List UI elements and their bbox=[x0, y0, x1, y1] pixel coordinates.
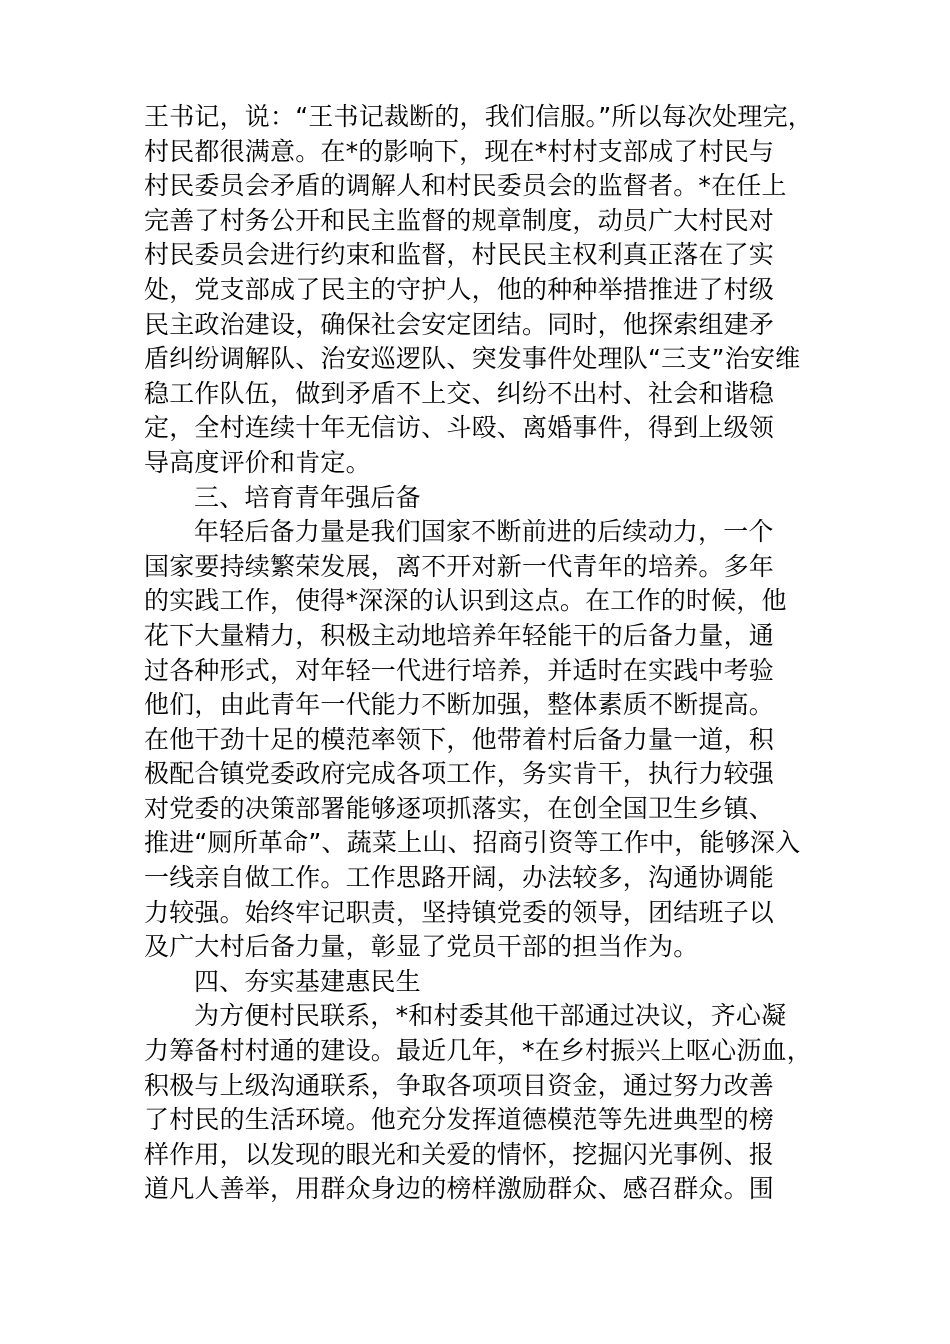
text-line: 积极与上级沟通联系，争取各项项目资金，通过努力改善 bbox=[144, 1070, 775, 1100]
text-line: 年轻后备力量是我们国家不断前进的后续动力，一个 bbox=[194, 517, 774, 547]
text-line: 的实践工作，使得*深深的认识到这点。在工作的时候，他 bbox=[144, 586, 787, 616]
section-heading: 三、培育青年强后备 bbox=[194, 482, 421, 512]
text-line: 定，全村连续十年无信访、斗殴、离婚事件，得到上级领 bbox=[144, 413, 775, 443]
text-line: 国家要持续繁荣发展，离不开对新一代青年的培养。多年 bbox=[144, 551, 775, 581]
text-line: 为方便村民联系，*和村委其他干部通过决议，齐心凝 bbox=[194, 1001, 787, 1031]
text-line: 民主政治建设，确保社会安定团结。同时，他探索组建矛 bbox=[144, 309, 775, 339]
document-body bbox=[144, 100, 814, 1207]
text-line: 他们，由此青年一代能力不断加强，整体素质不断提高。 bbox=[144, 690, 775, 720]
text-line: 花下大量精力，积极主动地培养年轻能干的后备力量，通 bbox=[144, 620, 775, 650]
text-line: 盾纠纷调解队、治安巡逻队、突发事件处理队“三支”治安维 bbox=[144, 344, 801, 374]
text-line: 完善了村务公开和民主监督的规章制度，动员广大村民对 bbox=[144, 205, 775, 235]
text-line: 王书记，说：“王书记裁断的，我们信服。”所以每次处理完， bbox=[144, 102, 814, 131]
text-line: 在他干劲十足的模范率领下，他带着村后备力量一道，积 bbox=[144, 724, 775, 754]
text-line: 处，党支部成了民主的守护人，他的种种举措推进了村级 bbox=[144, 274, 775, 304]
text-line: 村民都很满意。在*的影响下，现在*村村支部成了村民与 bbox=[144, 136, 775, 166]
text-line: 导高度评价和肯定。 bbox=[144, 447, 371, 477]
text-line: 力较强。始终牢记职责，坚持镇党委的领导，团结班子以 bbox=[144, 897, 775, 927]
text-line: 推进“厕所革命”、蔬菜上山、招商引资等工作中，能够深入 bbox=[144, 828, 801, 858]
text-line: 及广大村后备力量，彰显了党员干部的担当作为。 bbox=[144, 932, 699, 962]
text-line: 过各种形式，对年轻一代进行培养，并适时在实践中考验 bbox=[144, 655, 775, 685]
text-line: 村民委员会矛盾的调解人和村民委员会的监督者。*在任上 bbox=[144, 171, 787, 201]
text-line: 道凡人善举，用群众身边的榜样激励群众、感召群众。围 bbox=[144, 1174, 775, 1204]
text-line: 力筹备村村通的建设。最近几年，*在乡村振兴上呕心沥血， bbox=[144, 1036, 812, 1066]
text-line: 了村民的生活环境。他充分发挥道德模范等先进典型的榜 bbox=[144, 1105, 775, 1135]
section-heading: 四、夯实基建惠民生 bbox=[194, 966, 421, 996]
text-line: 极配合镇党委政府完成各项工作，务实肯干，执行力较强 bbox=[144, 759, 775, 789]
text-line: 村民委员会进行约束和监督，村民民主权利真正落在了实 bbox=[144, 240, 775, 270]
text-line: 一线亲自做工作。工作思路开阔，办法较多，沟通协调能 bbox=[144, 863, 775, 893]
text-line: 对党委的决策部署能够逐项抓落实，在创全国卫生乡镇、 bbox=[144, 793, 775, 823]
text-line: 稳工作队伍，做到矛盾不上交、纠纷不出村、社会和谐稳 bbox=[144, 378, 775, 408]
text-line: 样作用，以发现的眼光和关爱的情怀，挖掘闪光事例、报 bbox=[144, 1139, 775, 1169]
